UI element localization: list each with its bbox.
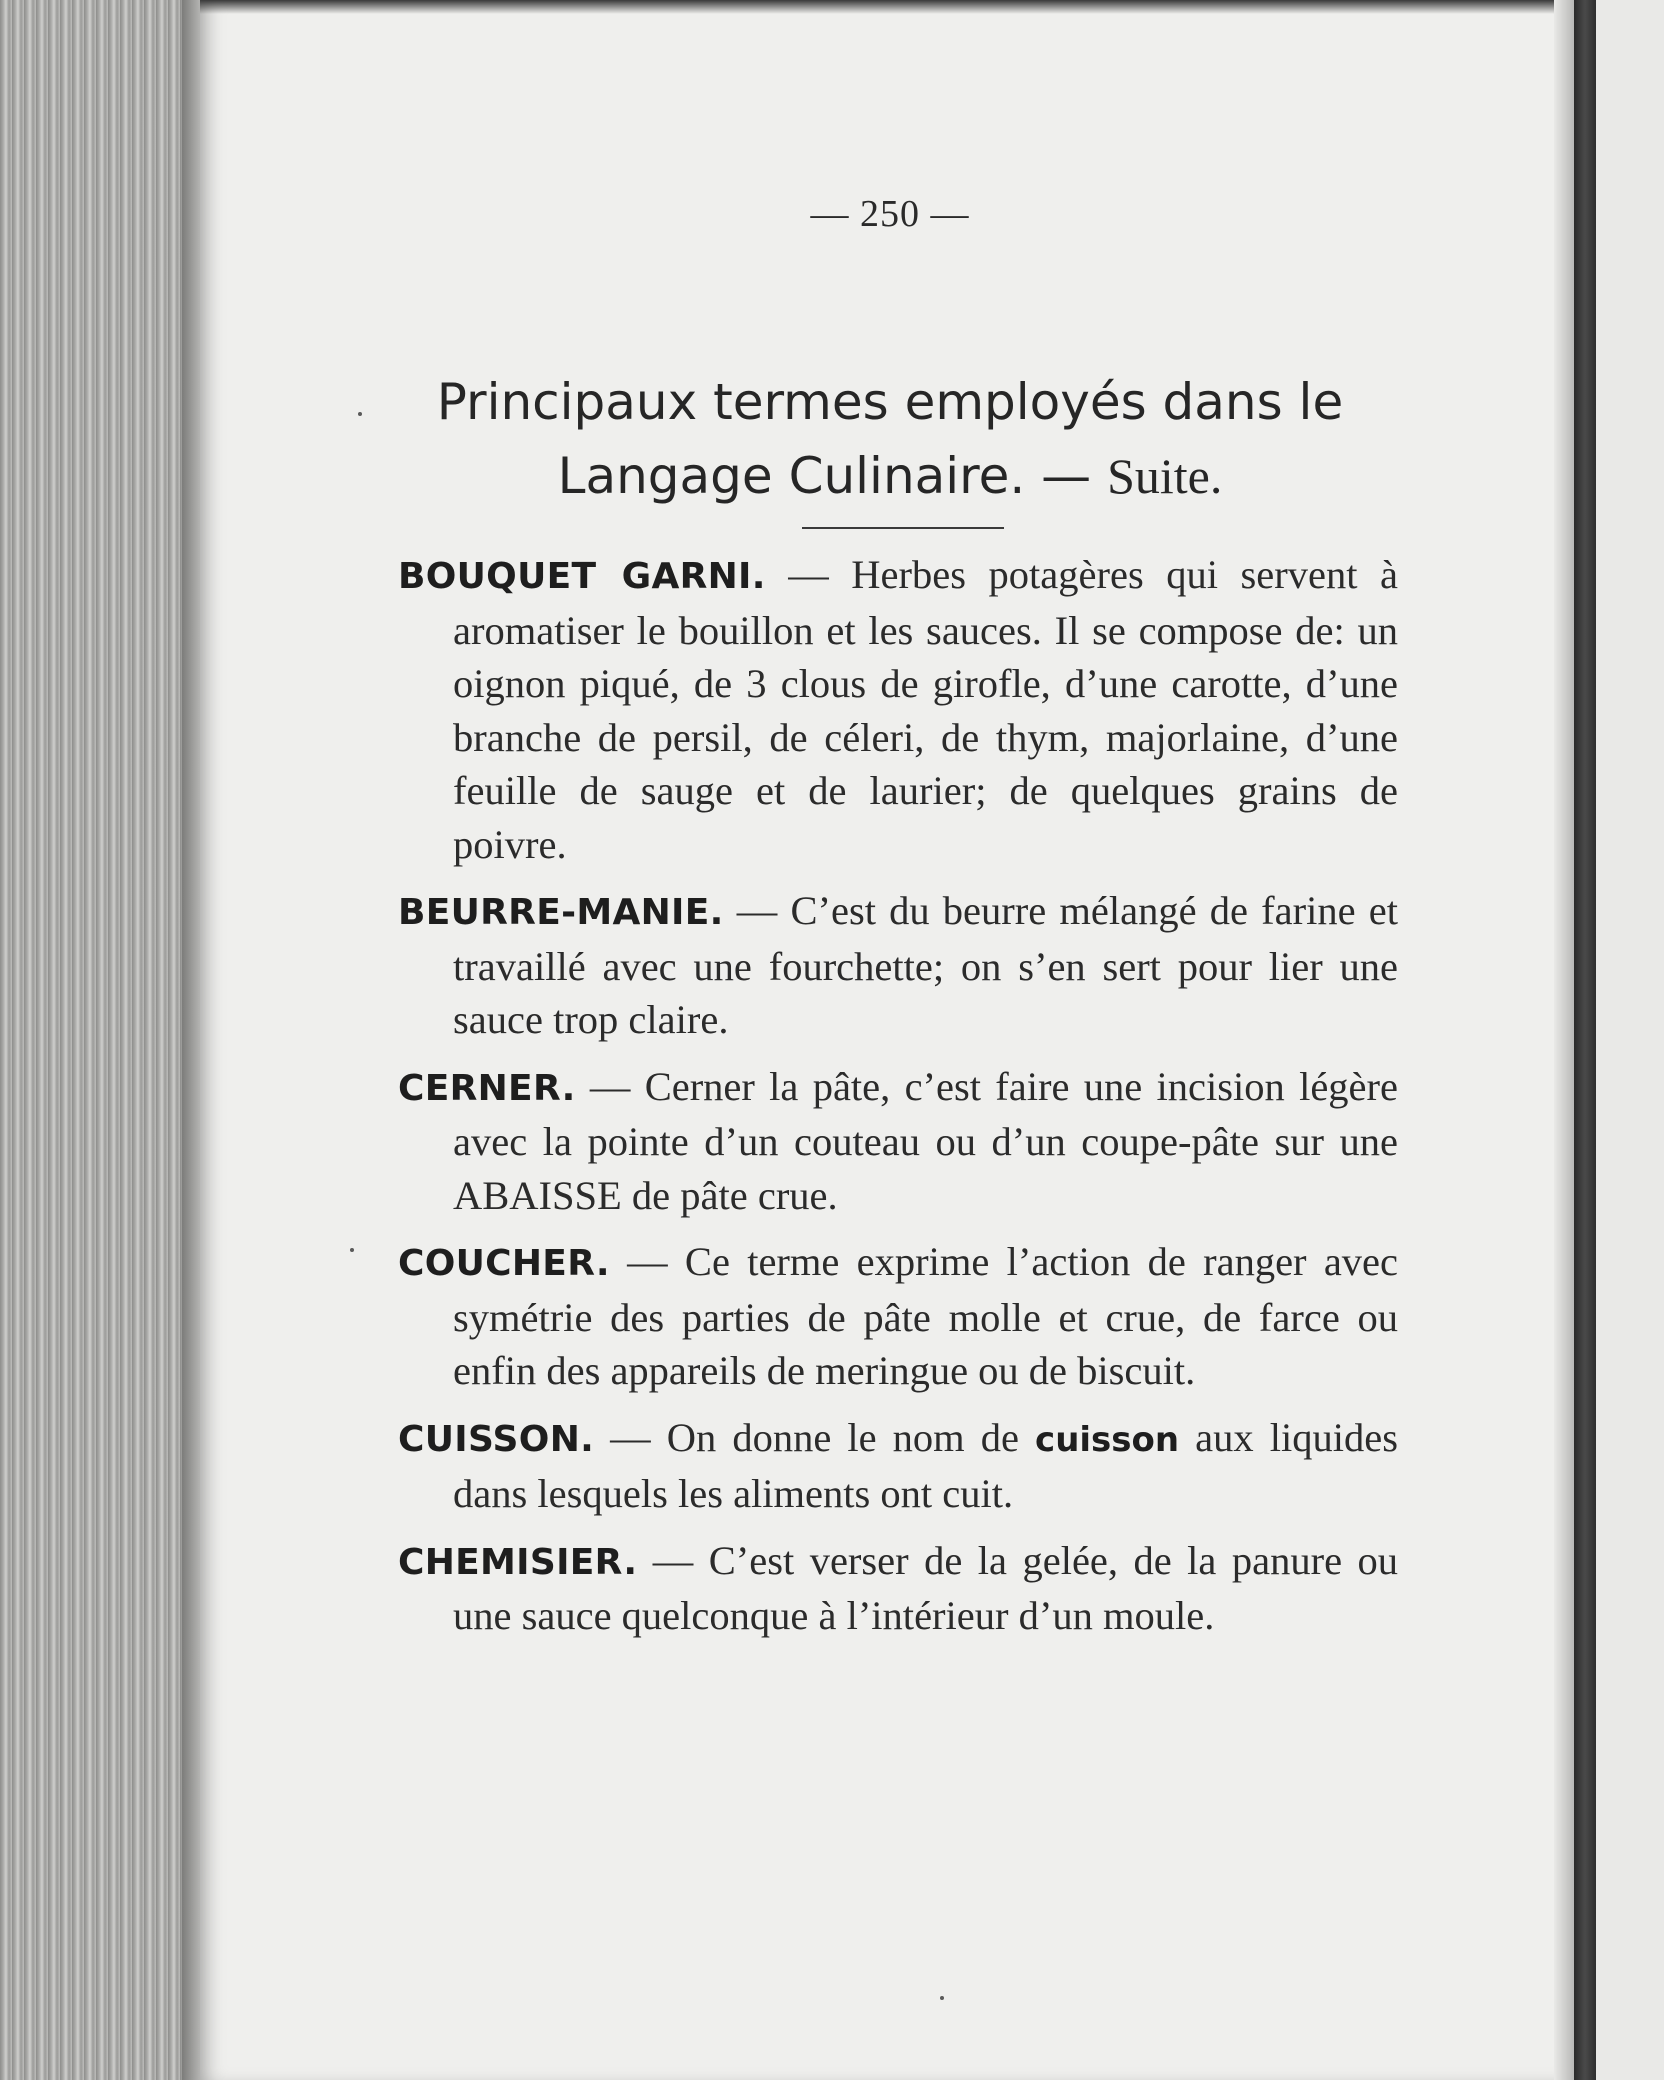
paper-speck — [940, 1996, 944, 2000]
title-line-2: Langage Culinaire. — — [557, 447, 1092, 505]
paper-speck — [350, 1248, 354, 1252]
gutter-bar — [1574, 0, 1596, 2080]
entry-definition-bold: cuisson — [1035, 1419, 1180, 1460]
entry-term: BOUQUET GARNI. — [398, 556, 766, 597]
title-suite: Suite. — [1107, 448, 1223, 504]
entry-term: CHEMISIER. — [398, 1541, 638, 1583]
entry-definition-start: — On donne le nom de — [594, 1414, 1036, 1460]
glossary-entry-cuisson — [398, 1411, 1398, 1521]
glossary-entry-chemisier — [398, 1534, 1398, 1643]
entry-definition: — Cerner la pâte, c’est faire une incision légère avec la pointe d’un couteau ou d’un coupe-pâte sur une ABAISSE de pâte crue. — [453, 1063, 1398, 1218]
entry-definition: — Herbes potagères qui servent à aromatiser le bouillon et les sauces. Il se compose de: un oignon piqué, de 3 clous de girofle, d’une carotte, d’une branche de persil, de céleri, de thym, majorlaine, d’une feuille de sauge et de laurier; de quelques grains de poivre. — [453, 552, 1398, 867]
page-title — [400, 365, 1380, 513]
top-shadow — [200, 0, 1554, 14]
entry-definition: — C’est du beurre mélangé de farine et travaillé avec une fourchette; on s’en sert pour lier une sauce trop claire. — [453, 888, 1398, 1042]
paper-speck — [358, 412, 362, 416]
entry-term: CUISSON. — [398, 1418, 595, 1460]
page-number: — 250 — — [810, 193, 970, 235]
entry-definition: — Ce terme exprime l’action de ranger avec symétrie des parties de pâte molle et crue, de farce ou enfin des appareils de meringue ou de biscuit. — [453, 1239, 1398, 1393]
glossary-entry-beurre-manie — [398, 884, 1398, 1047]
book-page-edges — [0, 0, 200, 2080]
glossary-entry-cerner — [398, 1060, 1398, 1223]
entry-term: CERNER. — [398, 1067, 576, 1109]
title-divider — [802, 527, 1004, 529]
gutter-fade — [1554, 0, 1574, 2080]
entry-term: BEURRE-MANIE. — [398, 892, 724, 933]
entry-definition: — C’est verser de la gelée, de la panure ou une sauce quelconque à l’intérieur d’un moule. — [453, 1537, 1398, 1638]
entry-term: COUCHER. — [398, 1243, 610, 1284]
entry-definition-end: aux liquides dans lesquels les aliments ont cuit. — [453, 1414, 1398, 1516]
title-line-1: Principaux termes employés dans le — [436, 373, 1344, 431]
glossary-entry-coucher — [398, 1235, 1398, 1398]
book-gutter — [1554, 0, 1664, 2080]
glossary-entry-bouquet-garni — [398, 548, 1398, 871]
glossary-list — [398, 548, 1398, 1656]
